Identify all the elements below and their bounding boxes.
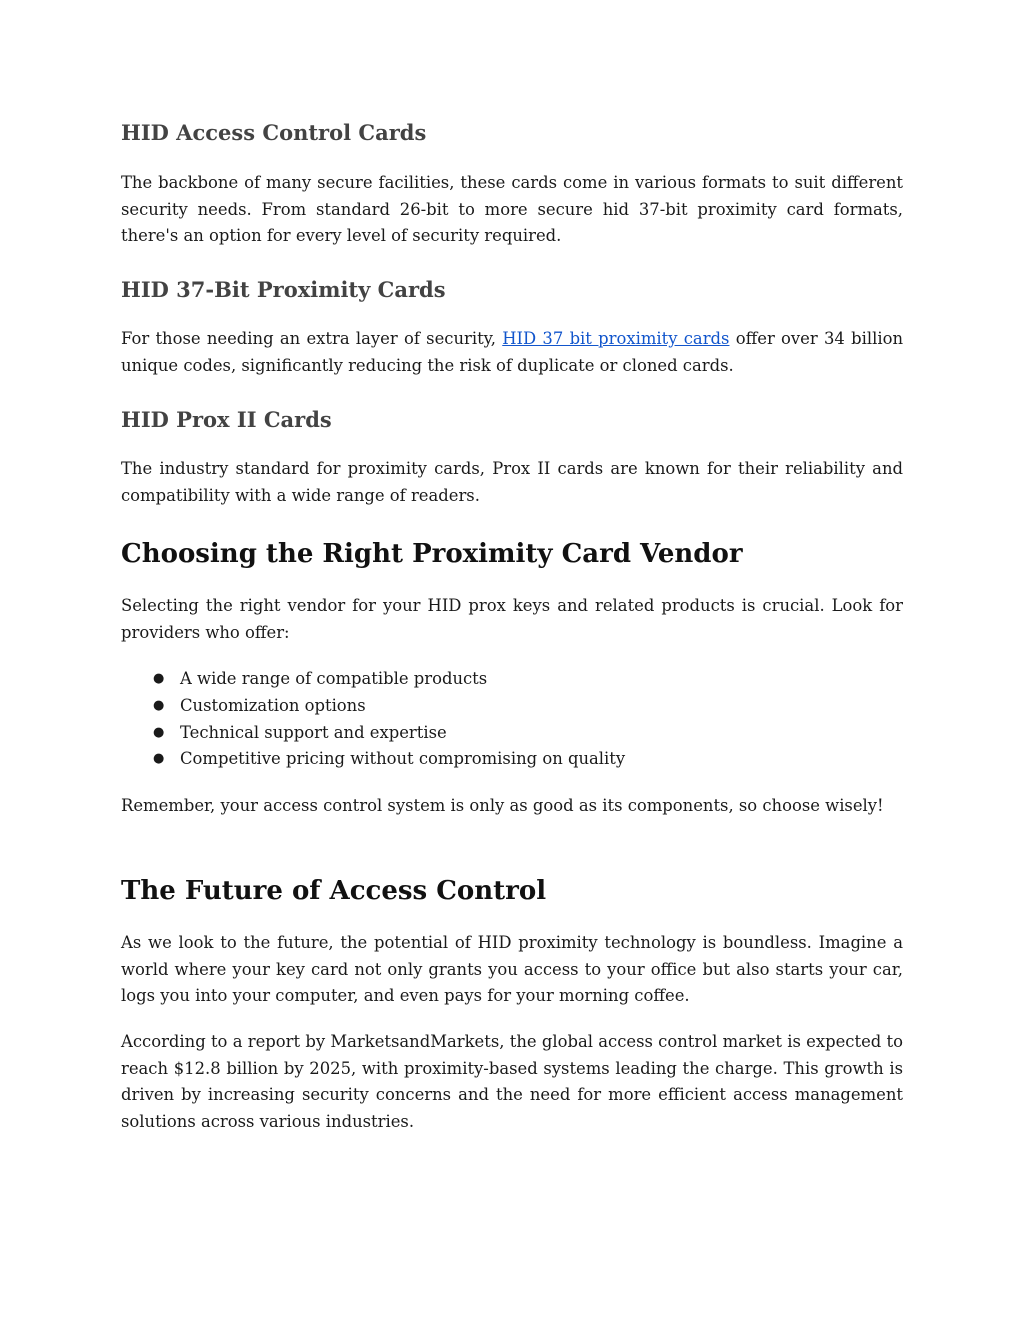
section-heading-future-of-access-control: The Future of Access Control [121, 876, 547, 906]
list-item-text: Technical support and expertise [180, 722, 447, 742]
hid-37-bit-proximity-cards-link[interactable]: HID 37 bit proximity cards [502, 329, 730, 348]
paragraph-market-report: According to a report by MarketsandMarkets, the global access control market is expected to reach $12.8 billion by 2025, with proximity-based systems leading the charge. This growth is driven by increasing security concerns and the need for more efficient access management solutions across various industries. [121, 1032, 903, 1131]
paragraph-37-bit-cards [121, 326, 903, 379]
section-heading-prox-ii-cards: HID Prox II Cards [121, 407, 332, 432]
paragraph-future-vision: As we look to the future, the potential of HID proximity technology is boundless. Imagine a world where your key card not only grants you access to your office but also starts your car, logs you into your computer, and even pays for your morning coffee. [121, 933, 903, 1005]
list-item-text: Customization options [180, 695, 366, 715]
bullet-icon: ● [153, 751, 165, 767]
list-item [121, 693, 903, 720]
vendor-criteria-list [121, 666, 903, 773]
list-item-text: Competitive pricing without compromising on quality [180, 749, 626, 769]
bullet-icon: ● [153, 724, 165, 740]
list-item-text: A wide range of compatible products [180, 669, 488, 688]
paragraph-access-control-cards: The backbone of many secure facilities, these cards come in various formats to suit different security needs. From standard 26-bit to more secure hid 37-bit proximity card formats, there's an option for every level of security required. [121, 173, 903, 245]
bullet-icon: ● [153, 697, 165, 713]
section-heading-hid-37-bit-cards: HID 37-Bit Proximity Cards [121, 277, 446, 302]
list-item [121, 746, 903, 773]
list-item [121, 720, 903, 747]
section-heading-choosing-vendor: Choosing the Right Proximity Card Vendor [121, 539, 743, 569]
paragraph-prox-ii-cards: The industry standard for proximity cards, Prox II cards are known for their reliability and compatibility with a wide range of readers. [121, 459, 903, 505]
paragraph-text-after-link: offer over 34 billion unique codes, significantly reducing the risk of duplicate or cloned cards. [121, 329, 904, 375]
section-heading-hid-access-control-cards: HID Access Control Cards [121, 120, 427, 145]
paragraph-text-before-link: For those needing an extra layer of security, [121, 329, 503, 348]
paragraph-choosing-vendor: Selecting the right vendor for your HID prox keys and related products is crucial. Look for providers who offer: [121, 596, 903, 642]
paragraph-choose-wisely: Remember, your access control system is only as good as its components, so choose wisely! [121, 796, 884, 815]
bullet-icon: ● [153, 671, 165, 686]
list-item [121, 666, 903, 693]
